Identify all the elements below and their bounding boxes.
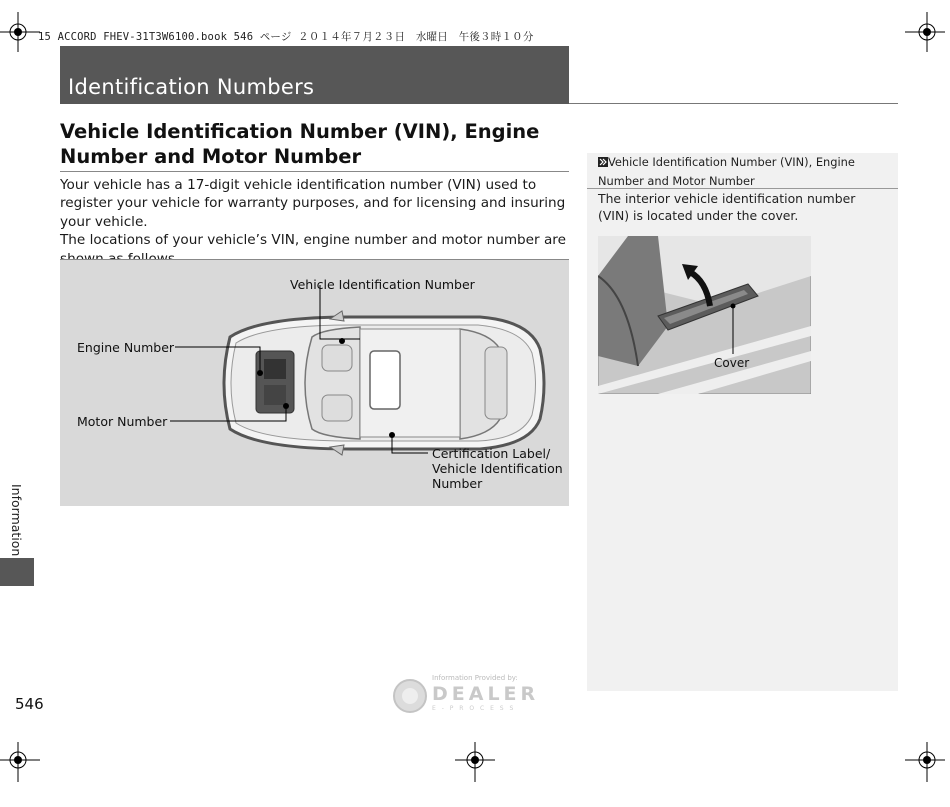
body-paragraph-1: Your vehicle has a 17-digit vehicle identification number (VIN) used to register your vehicle for warranty purposes, and for licensing and insuring your vehicle. xyxy=(60,177,566,230)
vin-cover-photo xyxy=(598,236,811,394)
crop-mark-bottom-center xyxy=(455,742,495,782)
label-cover: Cover xyxy=(714,356,750,370)
note-text: The interior vehicle identification number (VIN) is located under the cover. xyxy=(598,191,856,223)
body-paragraph-2: The locations of your vehicle’s VIN, engine number and motor number are xyxy=(60,232,566,249)
double-chevron-right-icon xyxy=(598,157,608,167)
watermark-line-2: DEALER xyxy=(432,683,540,705)
dealer-logo-icon xyxy=(392,678,428,714)
side-tab xyxy=(0,558,34,586)
page-heading: Vehicle Identification Number (VIN), Engine Number and Motor Number xyxy=(60,120,540,168)
file-header: 15 ACCORD FHEV-31T3W6100.book 546 ページ ２０１４年７月２３日 水曜日 午後３時１０分 xyxy=(38,31,534,43)
label-vehicle-identification-number: Vehicle Identification Number xyxy=(290,277,475,292)
crop-mark-bottom-right xyxy=(905,742,945,782)
crop-mark-bottom-left xyxy=(0,742,40,782)
label-motor-number: Motor Number xyxy=(77,414,168,429)
label-certification-label xyxy=(432,446,563,491)
label-cert-line-1: Certification Label/ xyxy=(432,446,551,461)
body-text xyxy=(60,176,572,268)
crop-mark-top-left xyxy=(0,12,40,52)
watermark-line-3: E - P R O C E S S xyxy=(432,705,516,712)
banner-rule xyxy=(569,103,898,104)
note-rule xyxy=(587,188,898,189)
label-cert-line-2: Vehicle Identification xyxy=(432,461,563,476)
heading-rule xyxy=(60,171,569,172)
label-engine-number: Engine Number xyxy=(77,340,175,355)
note-title-text: Vehicle Identification Number (VIN), Engine Number and Motor Number xyxy=(598,155,855,188)
label-cert-line-3: Number xyxy=(432,476,483,491)
note-title xyxy=(598,153,896,190)
side-tab-label: Information xyxy=(9,484,24,557)
section-title: Identification Numbers xyxy=(68,75,315,99)
note-panel xyxy=(587,153,898,691)
watermark-line-1: Information Provided by: xyxy=(432,674,518,682)
dealer-watermark xyxy=(390,672,560,720)
crop-mark-top-right xyxy=(905,12,945,52)
page-number: 546 xyxy=(15,695,44,713)
